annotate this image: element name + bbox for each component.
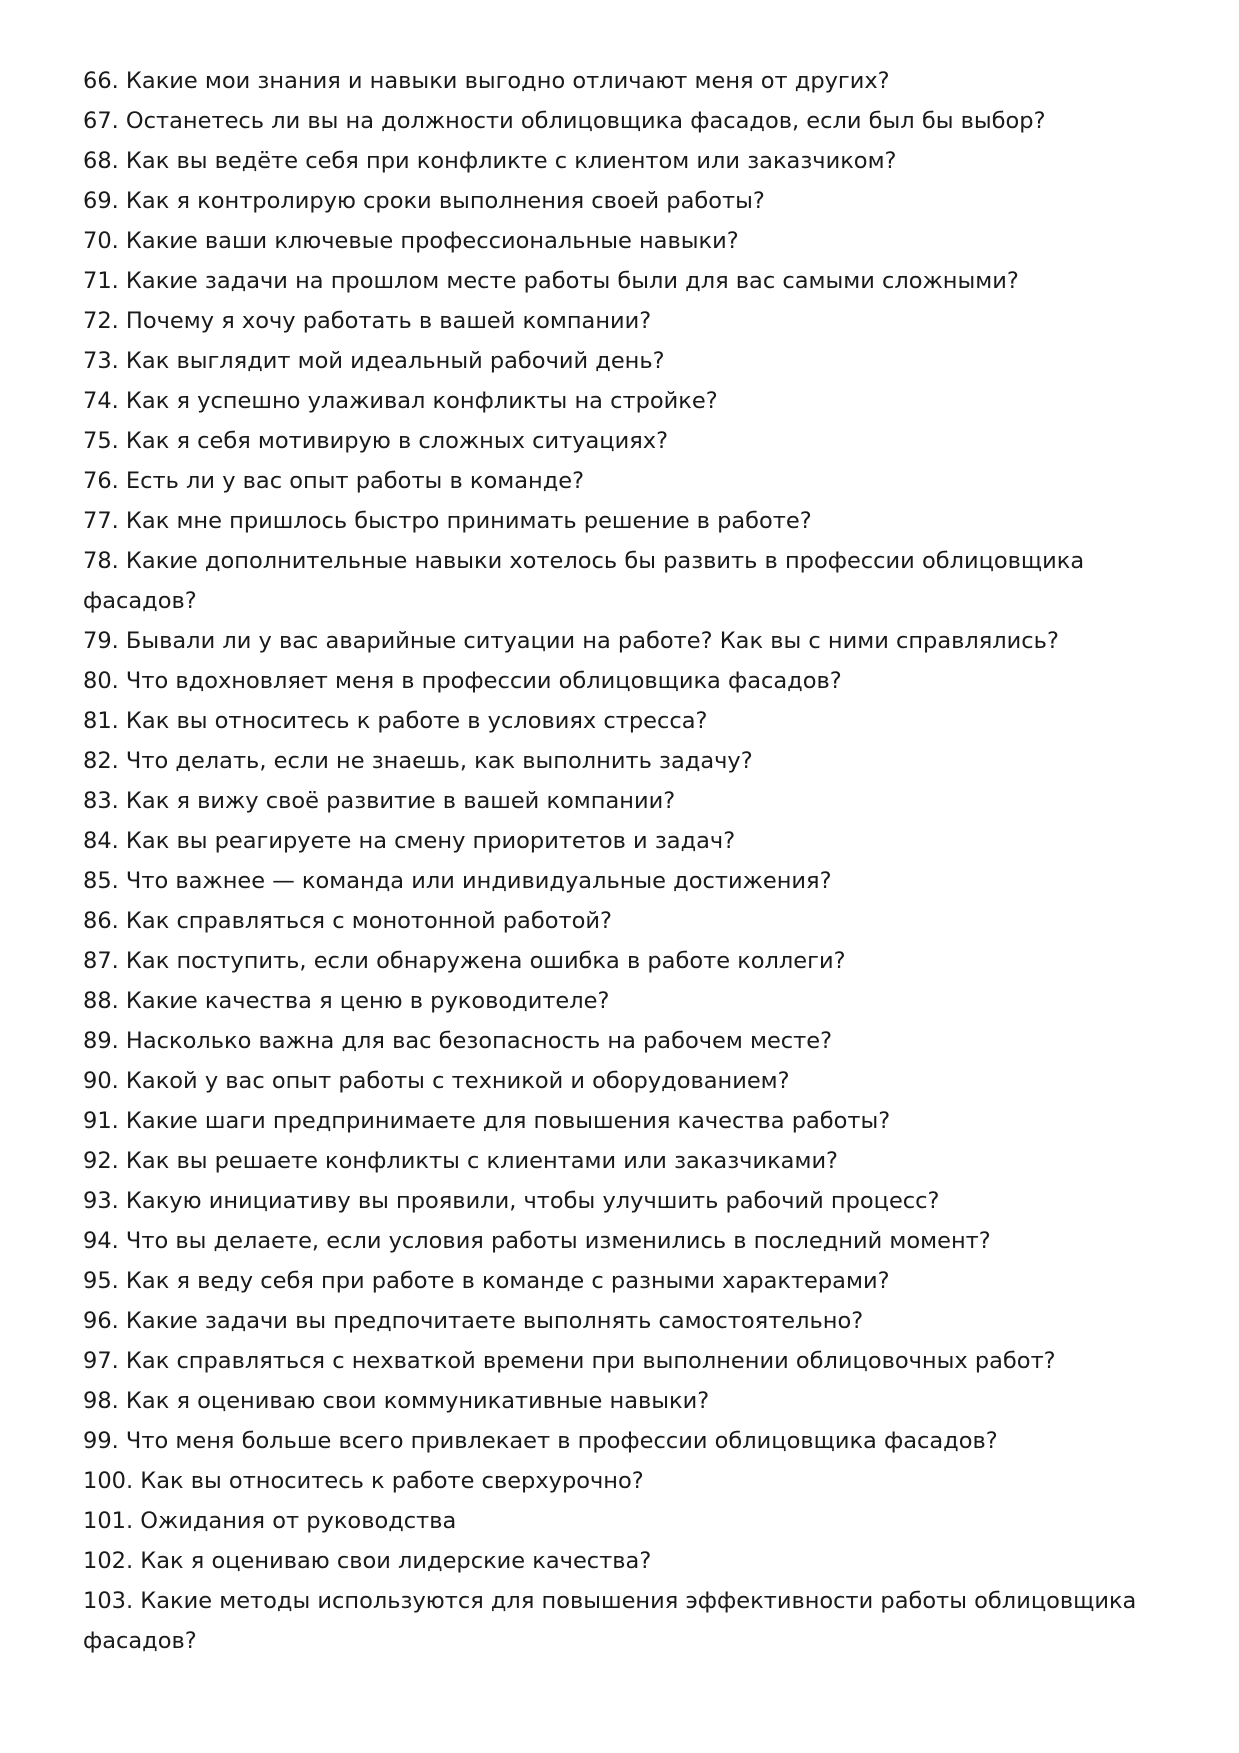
list-item: 92. Как вы решаете конфликты с клиентами или заказчиками? — [83, 1148, 839, 1174]
list-item: 94. Что вы делаете, если условия работы изменились в последний момент? — [83, 1228, 991, 1254]
question-list — [83, 61, 1163, 1661]
list-item: 72. Почему я хочу работать в вашей компании? — [83, 308, 652, 334]
list-item: 91. Какие шаги предпринимаете для повышения качества работы? — [83, 1108, 891, 1134]
list-item: 90. Какой у вас опыт работы с техникой и оборудованием? — [83, 1068, 790, 1094]
list-item: 93. Какую инициативу вы проявили, чтобы улучшить рабочий процесс? — [83, 1188, 940, 1214]
list-item: 74. Как я успешно улаживал конфликты на стройке? — [83, 388, 718, 414]
list-item: 75. Как я себя мотивирую в сложных ситуациях? — [83, 428, 669, 454]
list-item: 95. Как я веду себя при работе в команде с разными характерами? — [83, 1268, 890, 1294]
list-item: 78. Какие дополнительные навыки хотелось бы развить в профессии облицовщика фасадов? — [83, 548, 1085, 614]
list-item: 89. Насколько важна для вас безопасность на рабочем месте? — [83, 1028, 833, 1054]
list-item: 66. Какие мои знания и навыки выгодно отличают меня от других? — [83, 68, 890, 94]
list-item: 101. Ожидания от руководства — [83, 1508, 457, 1534]
list-item: 87. Как поступить, если обнаружена ошибка в работе коллеги? — [83, 948, 846, 974]
list-item: 79. Бывали ли у вас аварийные ситуации на работе? Как вы с ними справлялись? — [83, 628, 1059, 654]
list-item: 69. Как я контролирую сроки выполнения своей работы? — [83, 188, 765, 214]
list-item: 83. Как я вижу своё развитие в вашей компании? — [83, 788, 676, 814]
list-item: 97. Как справляться с нехваткой времени при выполнении облицовочных работ? — [83, 1348, 1056, 1374]
list-item: 71. Какие задачи на прошлом месте работы были для вас самыми сложными? — [83, 268, 1019, 294]
list-item: 73. Как выглядит мой идеальный рабочий день? — [83, 348, 665, 374]
list-item: 67. Останетесь ли вы на должности облицовщика фасадов, если был бы выбор? — [83, 108, 1046, 134]
list-item: 76. Есть ли у вас опыт работы в команде? — [83, 468, 585, 494]
list-item: 99. Что меня больше всего привлекает в профессии облицовщика фасадов? — [83, 1428, 998, 1454]
list-item: 102. Как я оцениваю свои лидерские качества? — [83, 1548, 652, 1574]
list-item: 98. Как я оцениваю свои коммуникативные навыки? — [83, 1388, 710, 1414]
list-item: 68. Как вы ведёте себя при конфликте с клиентом или заказчиком? — [83, 148, 897, 174]
list-item: 100. Как вы относитесь к работе сверхурочно? — [83, 1468, 644, 1494]
list-item: 82. Что делать, если не знаешь, как выполнить задачу? — [83, 748, 753, 774]
list-item: 86. Как справляться с монотонной работой? — [83, 908, 612, 934]
list-item: 70. Какие ваши ключевые профессиональные навыки? — [83, 228, 739, 254]
list-item: 85. Что важнее — команда или индивидуальные достижения? — [83, 868, 832, 894]
list-item: 96. Какие задачи вы предпочитаете выполнять самостоятельно? — [83, 1308, 864, 1334]
list-item: 81. Как вы относитесь к работе в условиях стресса? — [83, 708, 708, 734]
list-item: 103. Какие методы используются для повышения эффективности работы облицовщика фасадов? — [83, 1588, 1137, 1654]
list-item: 88. Какие качества я ценю в руководителе? — [83, 988, 610, 1014]
list-item: 80. Что вдохновляет меня в профессии облицовщика фасадов? — [83, 668, 842, 694]
list-item: 77. Как мне пришлось быстро принимать решение в работе? — [83, 508, 812, 534]
list-item: 84. Как вы реагируете на смену приоритетов и задач? — [83, 828, 736, 854]
